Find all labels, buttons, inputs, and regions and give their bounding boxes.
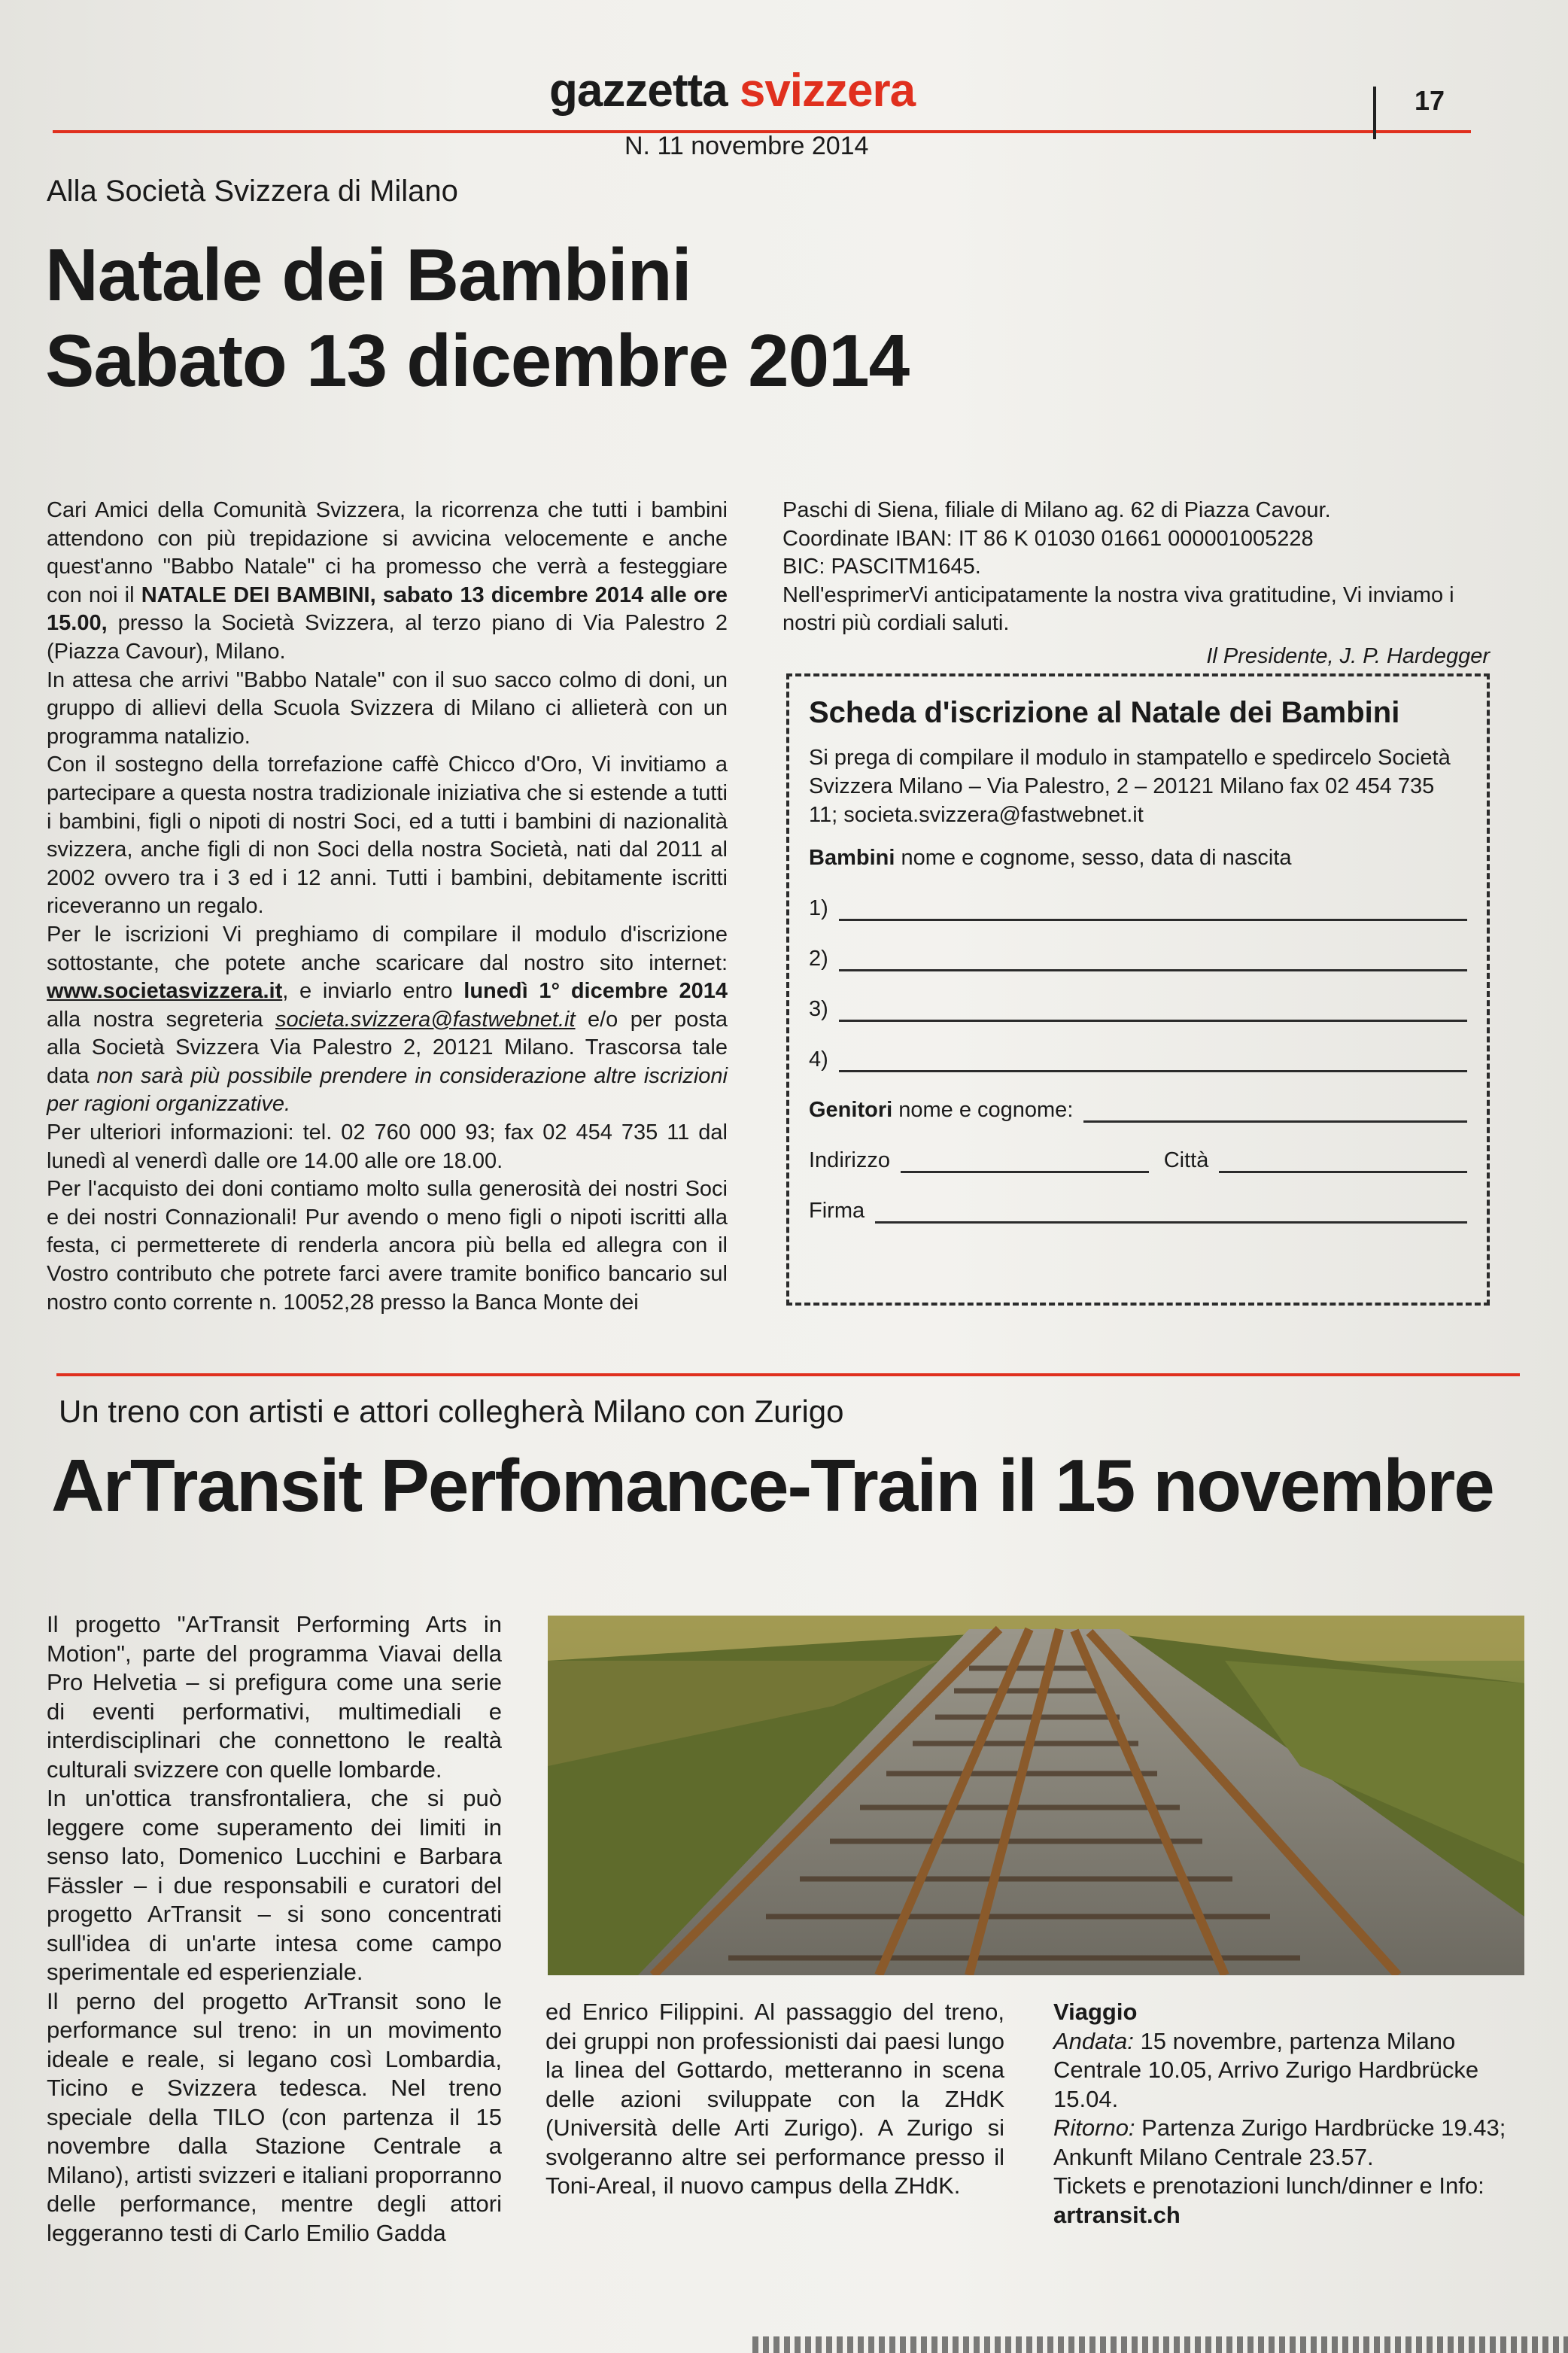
issue-date: N. 11 novembre 2014 xyxy=(624,132,869,160)
article2-title: ArTransit Perfomance-Train il 15 novembre xyxy=(51,1444,1494,1527)
child-field-2[interactable] xyxy=(839,951,1467,971)
masthead xyxy=(53,64,1482,169)
child-row-3[interactable] xyxy=(809,997,1467,1022)
paragraph: Il perno del progetto ArTransit sono le performance sul treno: in un movimento ideale e reale, si legano così Lombardia, Ticino e Svizzera tedesca. Nel treno speciale della TILO (con partenza il 15 novembre dalla Stazione Centrale a Milano), artisti svizzeri e italiani proporranno delle performance, mentre degli attori leggeranno testi di Carlo Emilio Gadda xyxy=(47,1987,502,2246)
parents-row[interactable] xyxy=(809,1098,1467,1123)
city-label: Città xyxy=(1163,1148,1209,1172)
parents-label xyxy=(809,1098,1073,1123)
city-field[interactable] xyxy=(1219,1153,1467,1173)
text: , e inviarlo entro xyxy=(282,979,464,1004)
article1-title-line2: Sabato 13 dicembre 2014 xyxy=(45,319,910,402)
paragraph: Con il sostegno della torrefazione caffè Chicco d'Oro, Vi invitiamo a partecipare a questa nostra tradizionale iniziativa che si estende a tutti i bambini, figli o nipoti di nostri Soci, ed a tutti i bambini di nazionalità svizzera, anche figli di non Soci della nostra Società, nati dal 2011 al 2002 ovvero tra i 3 ed i 12 anni. Tutti i bambini, debitamente iscritti riceveranno un regalo. xyxy=(47,752,728,919)
iban: Coordinate IBAN: IT 86 K 01030 01661 000001005228 xyxy=(782,526,1314,551)
article1-column2 xyxy=(782,497,1490,671)
form-instructions: Si prega di compilare il modulo in stampatello e spedircelo Società Svizzera Milano – Via Palestro, 2 – 20121 Milano fax 02 454 735 11; societa.svizzera@fastwebnet.it xyxy=(809,746,1451,827)
paragraph xyxy=(47,497,728,667)
article2-kicker: Un treno con artisti e attori collegherà Milano con Zurigo xyxy=(59,1394,844,1429)
text: Cari Amici della Comunità Svizzera, la ricorrenza che tutti i bambini attendono con più trepidazione si avvicina velocemente e anche quest'anno "Babbo Natale" ci ha promesso che verrà a festeggiare con noi il xyxy=(47,498,728,607)
bic: BIC: PASCITM1645. xyxy=(782,555,981,579)
row-label: 2) xyxy=(809,947,828,971)
article1-title xyxy=(45,232,909,403)
logo-part2: svizzera xyxy=(739,65,916,117)
article1-column1 xyxy=(47,497,728,1317)
text: non sarà più possibile prendere in considerazione altre iscrizioni per ragioni organizzative. xyxy=(47,1063,728,1117)
text: Partenza Zurigo Hardbrücke 19.43; Ankunft Milano Centrale 23.57. xyxy=(1053,2114,1506,2170)
child-row-2[interactable] xyxy=(809,947,1467,971)
railway-tracks-photo xyxy=(548,1616,1524,1975)
text: Per le iscrizioni Vi preghiamo di compilare il modulo d'iscrizione sottostante, che potete anche scaricare dal nostro sito internet: xyxy=(47,922,728,975)
row-label: 3) xyxy=(809,997,828,1021)
paragraph: In attesa che arrivi "Babbo Natale" con il suo sacco colmo di doni, un gruppo di allievi della Scuola Svizzera di Milano ci allieterà con un programma natalizio. xyxy=(47,667,728,749)
logo-part1: gazzetta xyxy=(549,65,728,117)
outbound-info xyxy=(1053,2027,1535,2114)
text: Bambini xyxy=(809,846,895,870)
section-divider xyxy=(56,1373,1520,1376)
paragraph: ed Enrico Filippini. Al passaggio del treno, dei gruppi non professionisti dai paesi lungo la linea del Gottardo, metteranno in scena delle azioni sviluppate con la ZHdK (Università delle Arti Zurigo). A Zurigo si svolgeranno altre sei performance presso il Toni-Areal, il nuovo campus della ZHdK. xyxy=(545,1999,1004,2199)
paragraph: Paschi di Siena, filiale di Milano ag. 62 di Piazza Cavour. xyxy=(782,498,1331,522)
travel-heading: Viaggio xyxy=(1053,1999,1138,2025)
event-highlight: NATALE DEI BAMBINI, sabato 13 dicembre 2014 alle ore 15.00, xyxy=(47,582,728,636)
signature-label: Firma xyxy=(809,1199,865,1223)
article1-title-line1: Natale dei Bambini xyxy=(45,233,691,316)
row-label: 4) xyxy=(809,1047,828,1072)
text: nome e cognome: xyxy=(892,1098,1074,1122)
address-label: Indirizzo xyxy=(809,1148,890,1172)
website-link[interactable]: www.societasvizzera.it xyxy=(47,979,283,1004)
address-field[interactable] xyxy=(901,1153,1149,1173)
row-label: 1) xyxy=(809,896,828,920)
registration-form xyxy=(786,673,1490,1306)
child-row-4[interactable] xyxy=(809,1047,1467,1072)
children-label xyxy=(809,846,1467,871)
page-number-bar xyxy=(1373,87,1376,139)
deadline: lunedì 1° dicembre 2014 xyxy=(463,979,728,1004)
text: presso la Società Svizzera, al terzo piano di Via Palestro 2 (Piazza Cavour), Milano. xyxy=(47,611,728,664)
signature-field[interactable] xyxy=(875,1203,1467,1224)
email-link[interactable]: societa.svizzera@fastwebnet.it xyxy=(275,1007,576,1032)
railway-tracks-illustration xyxy=(548,1616,1524,1975)
form-title: Scheda d'iscrizione al Natale dei Bambini xyxy=(809,696,1400,729)
return-info xyxy=(1053,2114,1535,2172)
article1-kicker: Alla Società Svizzera di Milano xyxy=(47,175,458,208)
paragraph: Nell'esprimerVi anticipatamente la nostra viva gratitudine, Vi inviamo i nostri più cordiali saluti. xyxy=(782,582,1454,636)
travel-info xyxy=(1053,1998,1535,2230)
text: e/o per posta alla Società Svizzera Via Palestro 2, 20121 Milano. Trascorsa tale data xyxy=(47,1007,728,1088)
child-row-1[interactable] xyxy=(809,896,1467,921)
child-field-3[interactable] xyxy=(839,1002,1467,1022)
text: Andata: xyxy=(1053,2027,1134,2054)
text: Genitori xyxy=(809,1098,893,1122)
paragraph: Per l'acquisto dei doni contiamo molto sulla generosità dei nostri Soci e dei nostri Connazionali! Pur avendo o meno figli o nipoti iscritti alla festa, ci permetterete di renderla ancora più bella ed allegra con il Vostro contributo che potrete farci avere tramite bonifico bancario sul nostro conto corrente n. 10052,28 presso la Banca Monte dei xyxy=(47,1177,728,1315)
bottom-edge xyxy=(752,2336,1568,2353)
tickets-info: Tickets e prenotazioni lunch/dinner e Info: xyxy=(1053,2172,1484,2199)
paragraph: Per ulteriori informazioni: tel. 02 760 000 93; fax 02 454 735 11 dal lunedì al venerdì dalle ore 14.00 alle ore 18.00. xyxy=(47,1120,728,1173)
child-field-1[interactable] xyxy=(839,901,1467,921)
article2-column2 xyxy=(545,1998,1004,2201)
paragraph: In un'ottica transfrontaliera, che si può leggere come superamento dei limiti in senso lato, Domenico Lucchini e Barbara Fässler – i due responsabili e curatori del progetto ArTransit – si sono concentrati sull'idea di un'arte intesa come campo sperimentale ed esperienziale. xyxy=(47,1785,502,1985)
article2-column1 xyxy=(47,1610,502,2248)
address-row[interactable] xyxy=(809,1148,1467,1173)
page-number: 17 xyxy=(1415,85,1445,116)
paragraph xyxy=(47,921,728,1119)
text: nome e cognome, sesso, data di nascita xyxy=(895,846,1292,870)
text: 15 novembre, partenza Milano Centrale 10.05, Arrivo Zurigo Hardbrücke 15.04. xyxy=(1053,2027,1479,2112)
child-field-4[interactable] xyxy=(839,1052,1467,1072)
logo xyxy=(549,64,915,117)
text: alla nostra segreteria xyxy=(47,1007,275,1032)
parents-field[interactable] xyxy=(1083,1102,1467,1123)
website-link[interactable]: artransit.ch xyxy=(1053,2201,1181,2228)
text: Ritorno: xyxy=(1053,2114,1135,2141)
paragraph: Il progetto "ArTransit Performing Arts in Motion", parte del programma Viavai della Pro Helvetia – si prefigura come una serie di eventi performativi, multimediali e interdisciplinari che connettono le realtà culturali svizzere con quelle lombarde. xyxy=(47,1611,502,1783)
signature-row[interactable] xyxy=(809,1199,1467,1224)
signature: Il Presidente, J. P. Hardegger xyxy=(1206,643,1490,668)
